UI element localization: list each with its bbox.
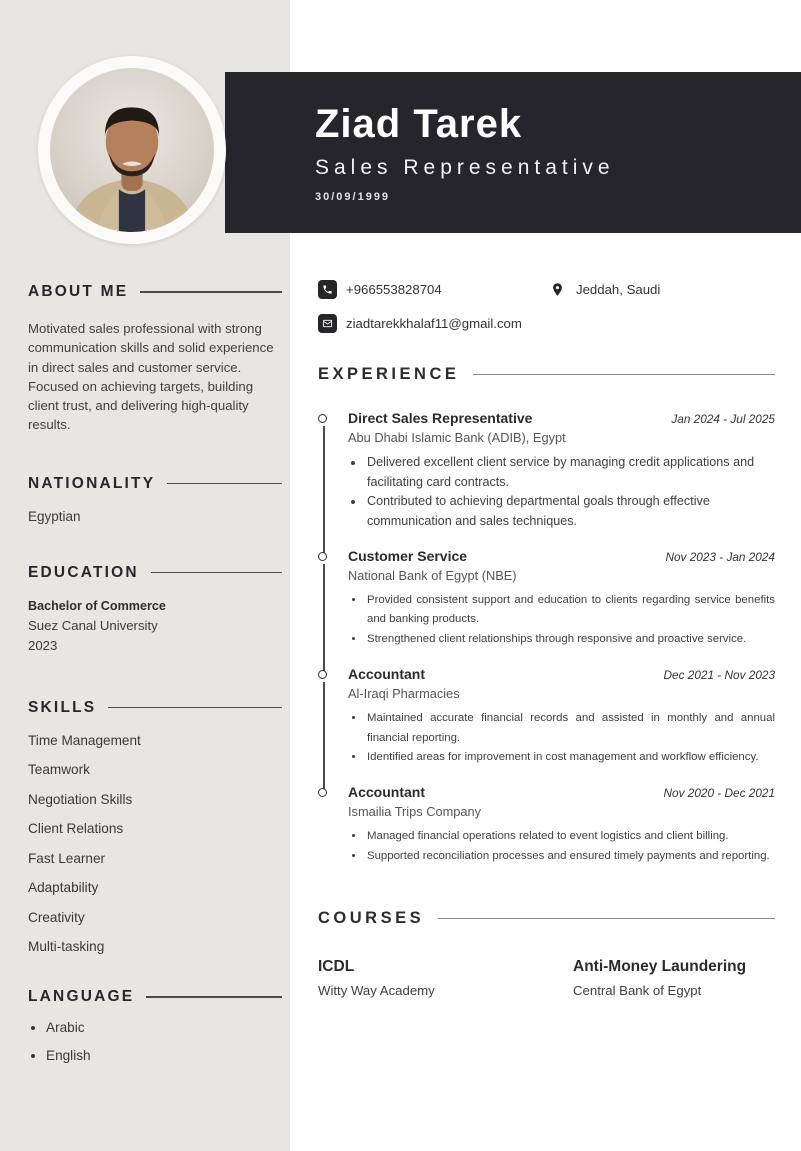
section-heading-nationality (28, 475, 282, 493)
experience-job-1 (318, 410, 775, 548)
skill-item: Multi-tasking (28, 939, 105, 955)
heading-rule (146, 996, 282, 997)
nationality-heading-label: NATIONALITY (28, 474, 156, 492)
skill-item: Negotiation Skills (28, 791, 133, 807)
person-name: Ziad Tarek (315, 102, 523, 146)
skills-list (28, 733, 282, 955)
job-title: Accountant (348, 784, 425, 801)
heading-rule (140, 291, 282, 292)
courses-heading-label: COURSES (318, 909, 425, 928)
heading-rule (438, 918, 775, 919)
timeline-marker (318, 670, 327, 679)
education-year: 2023 (28, 637, 58, 653)
job-dates: Dec 2021 - Nov 2023 (663, 668, 775, 683)
envelope-icon (318, 314, 337, 333)
person-title: Sales Representative (315, 156, 615, 179)
skill-item: Time Management (28, 732, 141, 748)
phone-icon (318, 280, 337, 299)
job-title: Customer Service (348, 548, 468, 565)
skill-item: Creativity (28, 909, 85, 925)
course-provider: Central Bank of Egypt (573, 983, 702, 999)
section-heading-skills (28, 699, 282, 717)
phone-number: +966553828704 (346, 282, 442, 297)
course-title: Anti-Money Laundering (573, 958, 747, 976)
header-band (225, 72, 801, 233)
job-bullet: • Supported reconciliation processes and ensured timely payments and reporting. (365, 847, 775, 866)
job-company: National Bank of Egypt (NBE) (348, 568, 517, 584)
language-list (46, 1020, 282, 1063)
skill-item: Client Relations (28, 821, 124, 837)
language-item: • English (46, 1048, 282, 1063)
job-title: Direct Sales Representative (348, 410, 533, 426)
job-dates: Nov 2023 - Jan 2024 (665, 550, 775, 565)
contact-location (548, 280, 660, 299)
job-bullets (365, 591, 775, 649)
job-company: Abu Dhabi Islamic Bank (ADIB), Egypt (348, 430, 566, 445)
job-bullet: • Maintained accurate financial records and assisted in monthly and annual financial reporting. (365, 709, 775, 748)
job-bullet: • Contributed to achieving departmental goals through effective communication and sales techniques. (365, 492, 775, 531)
section-heading-about (28, 283, 282, 301)
education-degree: Bachelor of Commerce (28, 598, 166, 613)
contact-phone (318, 280, 548, 299)
job-bullet: • Strengthened client relationships through responsive and proactive service. (365, 630, 775, 649)
experience-job-2 (318, 548, 775, 666)
job-dates: Jan 2024 - Jul 2025 (671, 412, 775, 426)
section-heading-courses (318, 909, 775, 928)
heading-rule (167, 483, 282, 484)
about-heading-label: ABOUT ME (28, 283, 129, 300)
experience-job-4 (318, 784, 775, 883)
skill-item: Fast Learner (28, 850, 106, 866)
experience-job-3 (318, 666, 775, 784)
heading-rule (473, 374, 775, 375)
course-item-1 (318, 958, 573, 998)
about-text: Motivated sales professional with strong communication skills and solid experience in direct sales and customer service. Focused on achieving targets, building client trust, and delivering high-quality results. (28, 321, 274, 433)
section-heading-education (28, 564, 282, 582)
education-heading-label: EDUCATION (28, 563, 139, 581)
skills-heading-label: SKILLS (28, 698, 97, 716)
courses-list (318, 958, 775, 998)
timeline-marker (318, 414, 327, 423)
person-dob: 30/09/1999 (315, 191, 391, 203)
skill-item: Adaptability (28, 880, 99, 896)
job-bullets (365, 709, 775, 767)
section-heading-language (28, 988, 282, 1006)
experience-heading-label: EXPERIENCE (318, 365, 460, 383)
contact-email (318, 314, 522, 333)
education-school: Suez Canal University (28, 617, 158, 633)
section-heading-experience (318, 365, 775, 384)
course-item-2 (573, 958, 746, 998)
heading-rule (151, 572, 282, 573)
main-column (290, 270, 801, 998)
skill-item: Teamwork (28, 762, 90, 778)
job-bullet: • Managed financial operations related to event logistics and client billing. (365, 827, 775, 846)
job-bullets (365, 453, 775, 531)
location-text: Jeddah, Saudi (576, 282, 661, 297)
course-provider: Witty Way Academy (318, 983, 435, 999)
email-text: ziadtarekkhalaf11@gmail.com (346, 316, 522, 331)
job-bullet: • Provided consistent support and education to clients regarding service benefits and banking products. (365, 591, 775, 630)
job-bullet: • Identified areas for improvement in cost management and workflow efficiency. (365, 748, 775, 767)
timeline-marker (318, 788, 327, 797)
job-company: Ismailia Trips Company (348, 804, 481, 820)
job-company: Al-Iraqi Pharmacies (348, 686, 460, 702)
job-dates: Nov 2020 - Dec 2021 (663, 786, 775, 801)
nationality-value: Egyptian (28, 508, 81, 524)
contact-row-2 (318, 314, 775, 333)
pin-icon (548, 280, 567, 299)
profile-photo-frame (38, 56, 226, 244)
contact-row-1 (318, 280, 775, 299)
job-title: Accountant (348, 666, 425, 683)
job-bullets (365, 827, 775, 866)
language-item: • Arabic (46, 1020, 282, 1035)
language-heading-label: LANGUAGE (28, 988, 135, 1006)
course-title: ICDL (318, 958, 355, 976)
profile-photo (50, 68, 214, 232)
experience-timeline (318, 410, 775, 883)
timeline-marker (318, 552, 327, 561)
heading-rule (108, 707, 282, 708)
job-bullet: • Delivered excellent client service by managing credit applications and facilitating card contracts. (365, 453, 775, 492)
